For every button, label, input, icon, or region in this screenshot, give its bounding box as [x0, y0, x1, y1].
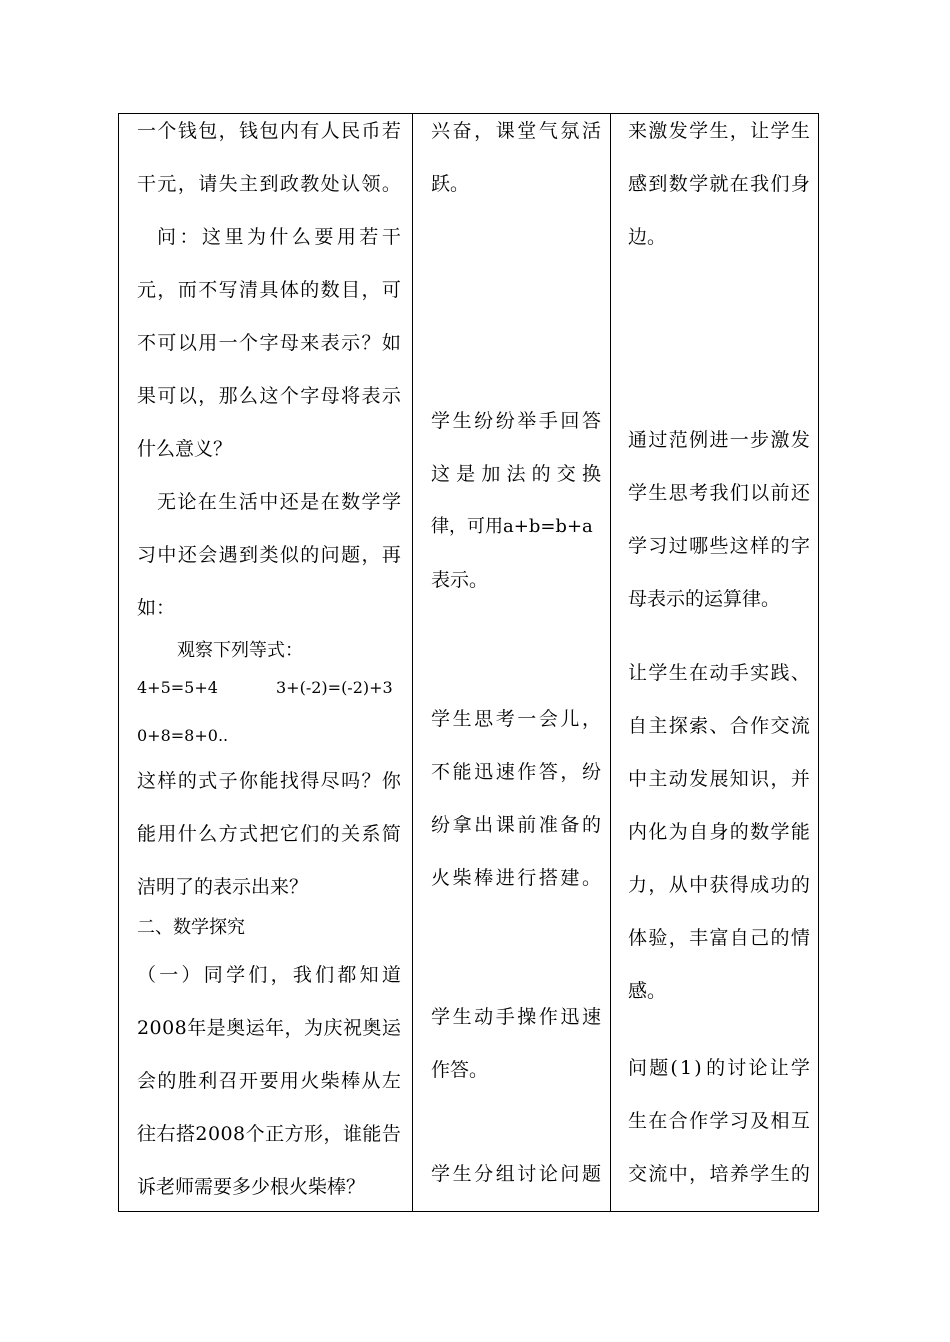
- text-line: 火 柴 棒 进 行 搭 建 。: [431, 867, 601, 889]
- text-line: 作答。: [431, 1059, 489, 1081]
- text-line: 无 论 在 生 活 中 还 是 在 数 学 学: [157, 491, 401, 513]
- text-line: 体 验 ， 丰 富 自 己 的 情: [628, 927, 810, 949]
- text-line: 边。: [628, 226, 667, 248]
- text-line: 问 题 ( 1 ) 的 讨 论 让 学: [628, 1057, 810, 1079]
- text-line: 这 是 加 法 的 交 换: [431, 463, 601, 485]
- text-line: 纷 拿 出 课 前 准 备 的: [431, 814, 601, 836]
- text-line: 力 ， 从 中 获 得 成 功 的: [628, 874, 810, 896]
- text-line: 不 能 迅 速 作 答 ， 纷: [431, 761, 601, 783]
- text-line: 什么意义？: [137, 438, 233, 460]
- text-line: 干 元 ， 请 失 主 到 政 教 处 认 领 。: [137, 173, 401, 195]
- text-line: 这 样 的 式 子 你 能 找 得 尽 吗 ？ 你: [137, 770, 401, 792]
- text-line: 果 可 以 ， 那 么 这 个 字 母 将 表 示: [137, 385, 401, 407]
- text-line: 学 生 动 手 操 作 迅 速: [431, 1006, 601, 1028]
- text-line: 学 生 思 考 一 会 儿 ，: [431, 708, 601, 730]
- text-line: 元 ， 而 不 写 清 具 体 的 数 目 ， 可: [137, 279, 401, 301]
- text-line: 跃。: [431, 173, 470, 195]
- text-line: 通 过 范 例 进 一 步 激 发: [628, 429, 810, 451]
- text-line: 往 右 搭 2 0 0 8 个 正 方 形 ， 谁 能 告: [137, 1123, 401, 1145]
- text-line: 诉老师需要多少根火柴棒？: [137, 1176, 366, 1198]
- equation: 0+8=8+0..: [137, 726, 229, 745]
- text-line: 会 的 胜 利 召 开 要 用 火 柴 棒 从 左: [137, 1070, 401, 1092]
- text-line: 兴 奋 ， 课 堂 气 氛 活: [431, 120, 601, 142]
- text-line: 问 ： 这 里 为 什 么 要 用 若 干: [157, 226, 401, 248]
- lesson-plan-table: [118, 113, 819, 1212]
- text-line: 表示。: [431, 569, 489, 591]
- text-line: 内 化 为 自 身 的 数 学 能: [628, 821, 810, 843]
- text-line: 观察下列等式：: [177, 640, 303, 661]
- text-line: 让 学 生 在 动 手 实 践 、: [628, 662, 810, 684]
- teaching-content-cell: [137, 114, 405, 1211]
- text-line: 2 0 0 8 年 是 奥 运 年 ， 为 庆 祝 奥 运: [137, 1017, 401, 1039]
- text-line: 母表示的运算律。: [628, 588, 781, 610]
- text-line: 不 可 以 用 一 个 字 母 来 表 示 ？ 如: [137, 332, 401, 354]
- text-line: （ 一 ） 同 学 们 ， 我 们 都 知 道: [137, 964, 401, 986]
- column-divider: [610, 114, 611, 1211]
- text-line: 律，可用a+b=b+a: [431, 516, 593, 537]
- design-intent-cell: [628, 114, 814, 1211]
- text-line: 交 流 中 ， 培 养 学 生 的: [628, 1163, 810, 1185]
- equation: 3+(-2)=(-2)+3: [276, 678, 393, 697]
- text-line: 一 个 钱 包 ， 钱 包 内 有 人 民 币 若: [137, 120, 401, 142]
- text-line: 中 主 动 发 展 知 识 ， 并: [628, 768, 810, 790]
- text-line: 感。: [628, 980, 667, 1002]
- text-line: 学 生 纷 纷 举 手 回 答: [431, 410, 601, 432]
- text-line: 如：: [137, 597, 176, 619]
- equation: 4+5=5+4: [137, 678, 218, 697]
- text-line: 学 习 过 哪 些 这 样 的 字: [628, 535, 810, 557]
- text-line: 来 激 发 学 生 ， 让 学 生: [628, 120, 810, 142]
- text-line: 洁明了的表示出来？: [137, 876, 309, 898]
- text-line: 学 生 思 考 我 们 以 前 还: [628, 482, 810, 504]
- text-line: 学 生 分 组 讨 论 问 题: [431, 1163, 601, 1185]
- section-heading: 二、数学探究: [137, 917, 245, 938]
- text-line: 感 到 数 学 就 在 我 们 身: [628, 173, 810, 195]
- text-line: 习 中 还 会 遇 到 类 似 的 问 题 ， 再: [137, 544, 401, 566]
- student-activity-cell: [431, 114, 605, 1211]
- text-line: 生 在 合 作 学 习 及 相 互: [628, 1110, 810, 1132]
- text-line: 能 用 什 么 方 式 把 它 们 的 关 系 简: [137, 823, 401, 845]
- column-divider: [412, 114, 413, 1211]
- text-line: 自 主 探 索 、 合 作 交 流: [628, 715, 810, 737]
